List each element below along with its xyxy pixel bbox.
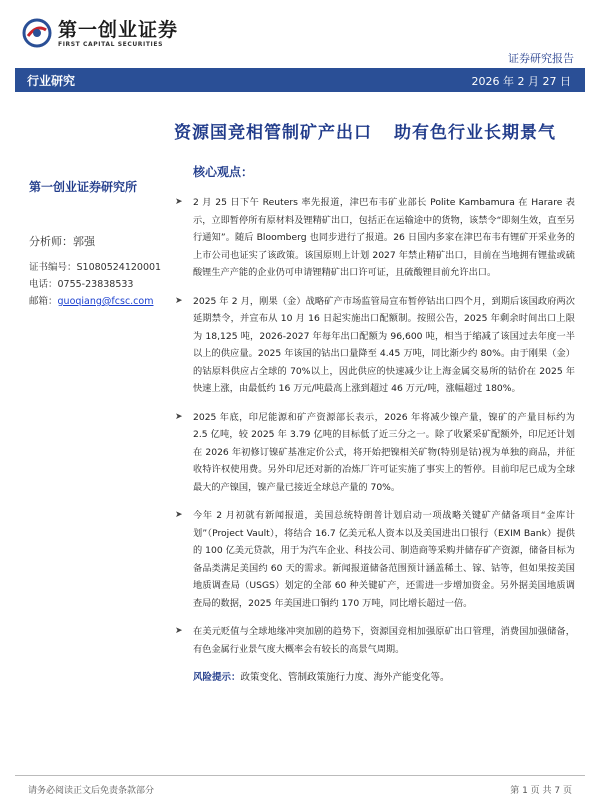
analyst-phone: 电话：0755-23838533 (29, 279, 134, 290)
analyst-name: 分析师：郭强 (29, 235, 95, 248)
paragraph-text: 2025 年底，印尼能源和矿产资源部长表示，2026 年将减少镍产量，镍矿的产量目标约为 2.5 亿吨，较 2025 年 3.79 亿吨的目标低了近三分之一。除了收紧采矿配额外，印尼还计划在 2026 年初修订镍矿基准定价公式，将开始把镍相关矿物(特别是钴)视为单独的商品，并征收特许权使用费。另外印尼还对新的冶炼厂许可证实施了事实上的暂停。目前印尼已成为全球最大的产镍国，镍产量已接近全球总产量的 70%。 (193, 411, 575, 493)
risk-note (193, 669, 575, 686)
paragraph (175, 293, 575, 398)
paragraph-text: 今年 2 月初就有新闻报道，美国总统特朗普计划启动一项战略关键矿产储备项目“金库计划”（Project Vault），将结合 16.7 亿美元私人资本以及美国进出口银行（EXIM Bank）提供的 100 亿美元贷款，用于为汽车企业、科技公司、制造商等采购并储存矿产资源，储备目标为备品类满足美国约 60 天的需求。新闻报道储备范围预计涵盖稀土、镓、钴等，但如果按美国地质调查局（USGS）划定的全部 60 种关键矿产，还需进一步增加资金。另外据美国地质调查局的数据，2025 年美国进口铜约 170 万吨，同比增长超过一倍。 (193, 510, 575, 609)
core-label: 核心观点： (193, 165, 254, 179)
report-type: 证券研究报告 (508, 52, 574, 65)
title-part-2: 助有色行业长期景气 (394, 123, 556, 143)
bullet-arrow-icon: ➤ (175, 411, 183, 422)
analyst-cert: 证书编号：S1080524120001 (29, 262, 162, 273)
risk-label: 风险提示： (193, 672, 241, 683)
sidebar (29, 178, 179, 310)
risk-text: 政策变化、管制政策施行力度、海外产能变化等。 (240, 672, 450, 683)
bullet-arrow-icon: ➤ (175, 510, 183, 520)
paragraph-text: 2 月 25 日下午 Reuters 率先报道，津巴布韦矿业部长 Polite Kambamura 在 Harare 表示，立即暂停所有原材料及锂精矿出口，包括正在运输途中的货物，该禁令“即刻生效，直至另行通知”。随后 Bloomberg 也同步进行了报道。26 日国内多家在津巴布韦有锂矿开采业务的上市公司也证实了该政策。该国原则上计划 2027 年禁止精矿出口，目前在当地拥有锂盐或硫酸锂生产产能的企业仍可申请锂精矿出口许可证，且硫酸锂目前允许出口。 (193, 197, 575, 278)
paragraph-text: 2025 年 2 月，刚果（金）战略矿产市场监管局宣布暂停钴出口四个月，到期后该国政府两次延期禁令，并宣布从 10 月 16 日起实施出口配额制。按照公告，2025 年剩余时间出口上限为 18,125 吨，2026-2027 年每年出口配额为 96,600 吨，相当于缩减了该国过去年度一半以上的供应量。2025 年该国的钴出口量降至 4.45 万吨，同比渐少约 80%。由于刚果（金）的钴原料供应占全球的 70%以上，因此供应的快速减少让上海金属交易所的钴价在 2025 年快速上涨，由最低约 16 万元/吨最高上涨到超过 46 万元/吨，涨幅超过 180%。 (193, 295, 575, 394)
institute-name: 第一创业证券研究所 (29, 180, 138, 194)
report-date: 2026 年 2 月 27 日 (471, 75, 571, 88)
title-part-1: 资源国竞相管制矿产出口 (174, 123, 372, 143)
analyst-email-link[interactable]: guoqiang@fcsc.com (57, 296, 154, 307)
paragraph (175, 409, 575, 497)
bullet-arrow-icon: ➤ (175, 197, 183, 207)
report-category: 行业研究 (27, 74, 76, 88)
main-content (175, 163, 575, 686)
brand-name-cn: 第一创业证券 (58, 18, 179, 41)
paragraph (175, 507, 575, 612)
bullet-arrow-icon: ➤ (175, 626, 183, 636)
header-bar (15, 68, 585, 92)
bullet-arrow-icon: ➤ (175, 295, 183, 306)
paragraph (175, 194, 575, 282)
paragraph (175, 623, 575, 658)
paragraph-text: 在美元贬值与全球地缘冲突加剧的趋势下，资源国竞相加强原矿出口管理，消费国加强储备，有色金属行业景气度大概率会有较长的高景气周期。 (193, 626, 575, 655)
report-title (0, 118, 600, 143)
analyst-email-row (29, 293, 179, 310)
page-number: 第 1 页 共 7 页 (510, 786, 572, 796)
footer-divider (15, 775, 585, 776)
brand-logo (22, 18, 178, 48)
brand-name-en: FIRST CAPITAL SECURITIES (58, 40, 164, 48)
footer-disclaimer: 请务必阅读正文后免责条款部分 (28, 786, 155, 796)
first-capital-logo-icon (22, 18, 52, 48)
email-label: 邮箱： (29, 296, 58, 307)
